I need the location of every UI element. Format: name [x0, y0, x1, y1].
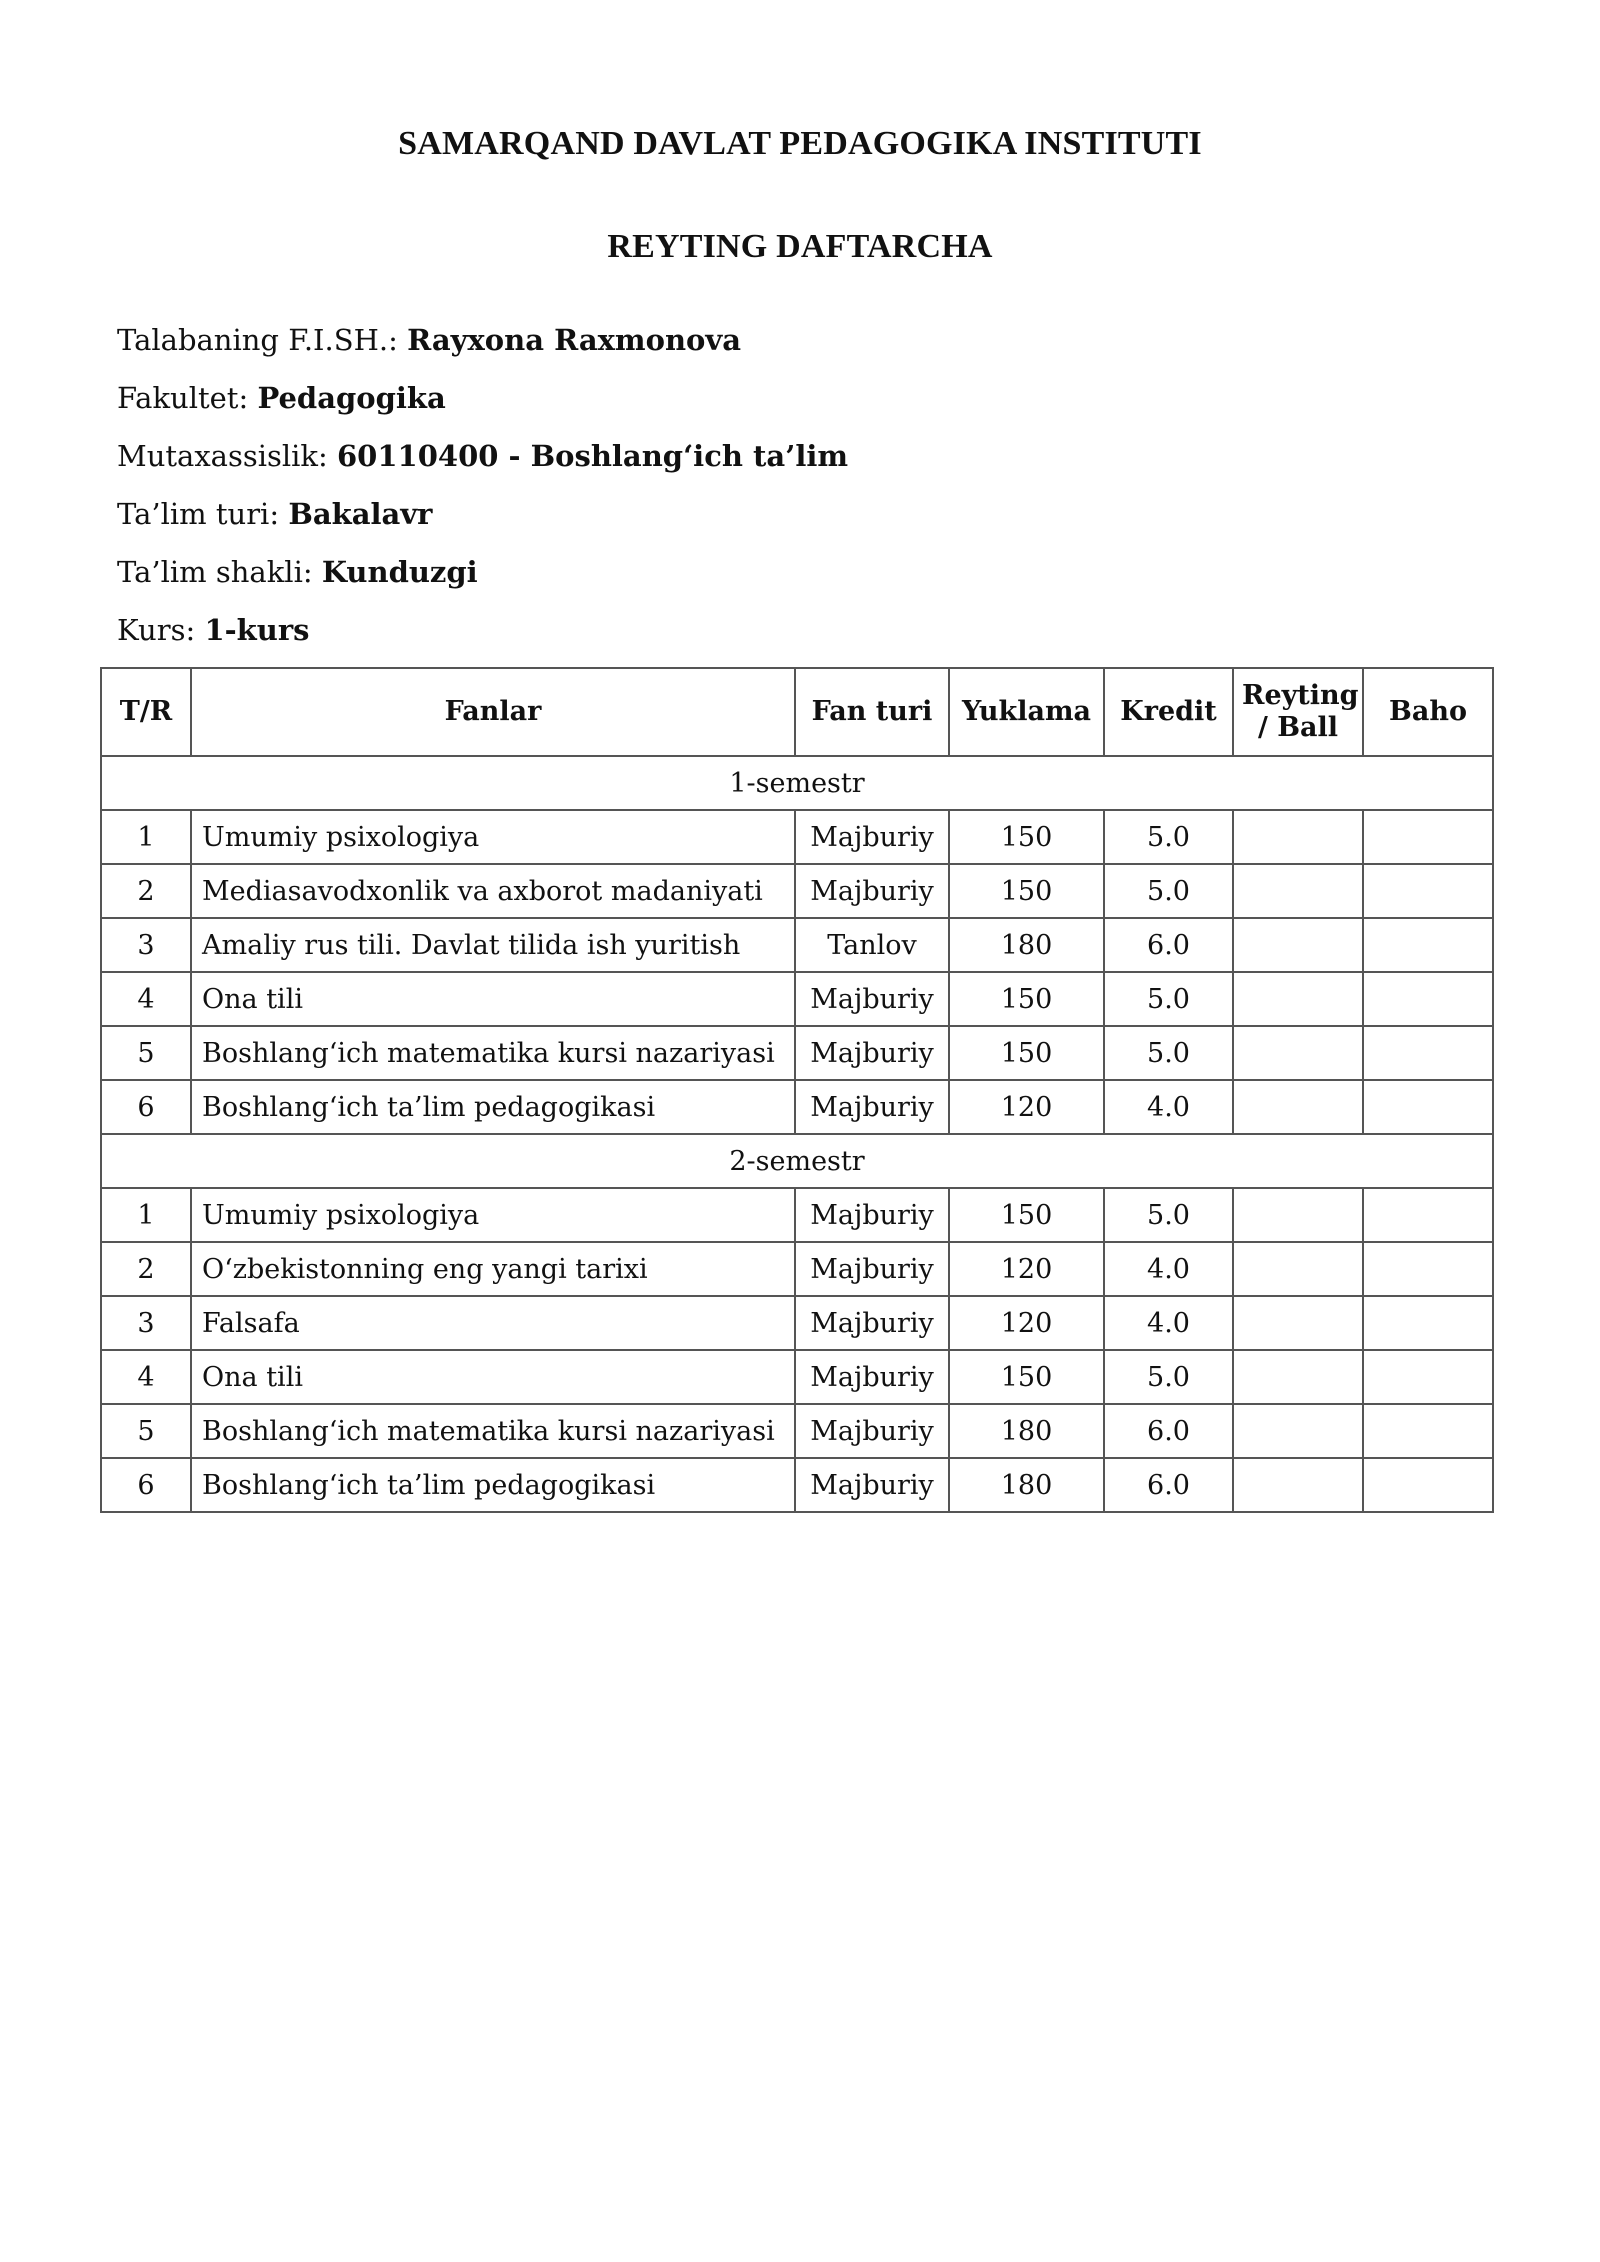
- cell-type: Majburiy: [795, 1296, 949, 1350]
- table-row: [101, 864, 1493, 918]
- table-row: [101, 972, 1493, 1026]
- cell-load: 150: [949, 810, 1104, 864]
- header-grade: Baho: [1363, 668, 1493, 756]
- cell-rating: [1233, 1026, 1363, 1080]
- cell-load: 120: [949, 1296, 1104, 1350]
- semester-label: 1-semestr: [101, 756, 1493, 810]
- cell-rating: [1233, 864, 1363, 918]
- header-subject: Fanlar: [191, 668, 795, 756]
- student-name-label: Talabaning F.I.SH.:: [117, 323, 398, 357]
- cell-rating: [1233, 1188, 1363, 1242]
- cell-rating: [1233, 1296, 1363, 1350]
- course-line: [117, 610, 309, 650]
- edu-type-label: Ta’lim turi:: [117, 497, 280, 531]
- cell-subject: Ona tili: [191, 1350, 795, 1404]
- cell-subject: Umumiy psixologiya: [191, 810, 795, 864]
- cell-subject: O‘zbekistonning eng yangi tarixi: [191, 1242, 795, 1296]
- cell-rating: [1233, 918, 1363, 972]
- cell-load: 180: [949, 1404, 1104, 1458]
- cell-type: Majburiy: [795, 864, 949, 918]
- semester-row: [101, 756, 1493, 810]
- cell-credit: 5.0: [1104, 1026, 1233, 1080]
- cell-grade: [1363, 864, 1493, 918]
- cell-subject: Amaliy rus tili. Davlat tilida ish yuritish: [191, 918, 795, 972]
- cell-credit: 5.0: [1104, 810, 1233, 864]
- cell-subject: Boshlang‘ich matematika kursi nazariyasi: [191, 1026, 795, 1080]
- table-header-row: [101, 668, 1493, 756]
- faculty-value: Pedagogika: [257, 381, 446, 415]
- cell-num: 3: [101, 1296, 191, 1350]
- cell-credit: 5.0: [1104, 972, 1233, 1026]
- cell-rating: [1233, 1350, 1363, 1404]
- course-label: Kurs:: [117, 613, 196, 647]
- cell-grade: [1363, 972, 1493, 1026]
- header-rating-line1: Reyting: [1242, 680, 1359, 711]
- cell-subject: Mediasavodxonlik va axborot madaniyati: [191, 864, 795, 918]
- cell-grade: [1363, 1026, 1493, 1080]
- cell-type: Majburiy: [795, 1026, 949, 1080]
- cell-grade: [1363, 1458, 1493, 1512]
- table-row: [101, 1080, 1493, 1134]
- cell-grade: [1363, 1404, 1493, 1458]
- header-type: Fan turi: [795, 668, 949, 756]
- cell-load: 150: [949, 1026, 1104, 1080]
- cell-num: 5: [101, 1026, 191, 1080]
- semester-label: 2-semestr: [101, 1134, 1493, 1188]
- specialty-line: [117, 436, 848, 476]
- cell-num: 6: [101, 1080, 191, 1134]
- cell-credit: 6.0: [1104, 918, 1233, 972]
- edu-type-line: [117, 494, 432, 534]
- cell-grade: [1363, 1188, 1493, 1242]
- cell-subject: Ona tili: [191, 972, 795, 1026]
- cell-rating: [1233, 972, 1363, 1026]
- header-credit: Kredit: [1104, 668, 1233, 756]
- document-title: REYTING DAFTARCHA: [607, 228, 993, 265]
- edu-form-line: [117, 552, 478, 592]
- cell-rating: [1233, 810, 1363, 864]
- cell-grade: [1363, 1080, 1493, 1134]
- cell-grade: [1363, 1242, 1493, 1296]
- table-row: [101, 1026, 1493, 1080]
- cell-grade: [1363, 810, 1493, 864]
- cell-credit: 5.0: [1104, 1188, 1233, 1242]
- cell-subject: Boshlang‘ich ta’lim pedagogikasi: [191, 1458, 795, 1512]
- header-rating-line2: / Ball: [1257, 712, 1339, 743]
- cell-credit: 6.0: [1104, 1404, 1233, 1458]
- grades-table: [100, 667, 1494, 1513]
- course-value: 1-kurs: [204, 613, 310, 647]
- student-name-value: Rayxona Raxmonova: [407, 323, 742, 357]
- cell-load: 120: [949, 1242, 1104, 1296]
- cell-num: 6: [101, 1458, 191, 1512]
- table-row: [101, 1296, 1493, 1350]
- cell-type: Majburiy: [795, 1080, 949, 1134]
- cell-num: 2: [101, 1242, 191, 1296]
- cell-num: 1: [101, 1188, 191, 1242]
- cell-num: 4: [101, 1350, 191, 1404]
- table-row: [101, 1242, 1493, 1296]
- cell-type: Majburiy: [795, 1458, 949, 1512]
- cell-credit: 4.0: [1104, 1080, 1233, 1134]
- cell-num: 4: [101, 972, 191, 1026]
- faculty-label: Fakultet:: [117, 381, 249, 415]
- cell-type: Majburiy: [795, 810, 949, 864]
- table-row: [101, 1458, 1493, 1512]
- cell-type: Majburiy: [795, 1404, 949, 1458]
- cell-load: 150: [949, 864, 1104, 918]
- cell-grade: [1363, 1350, 1493, 1404]
- cell-num: 3: [101, 918, 191, 972]
- grades-body: [101, 756, 1493, 1512]
- cell-grade: [1363, 1296, 1493, 1350]
- cell-type: Majburiy: [795, 1242, 949, 1296]
- cell-credit: 4.0: [1104, 1296, 1233, 1350]
- cell-subject: Boshlang‘ich matematika kursi nazariyasi: [191, 1404, 795, 1458]
- specialty-label: Mutaxassislik:: [117, 439, 328, 473]
- table-row: [101, 1188, 1493, 1242]
- header-rating: [1233, 668, 1363, 756]
- cell-grade: [1363, 918, 1493, 972]
- edu-type-value: Bakalavr: [288, 497, 433, 531]
- cell-type: Majburiy: [795, 972, 949, 1026]
- institute-title: SAMARQAND DAVLAT PEDAGOGIKA INSTITUTI: [398, 125, 1202, 162]
- cell-subject: Umumiy psixologiya: [191, 1188, 795, 1242]
- cell-rating: [1233, 1242, 1363, 1296]
- cell-credit: 6.0: [1104, 1458, 1233, 1512]
- cell-rating: [1233, 1080, 1363, 1134]
- specialty-value: 60110400 - Boshlang‘ich ta’lim: [337, 439, 849, 473]
- cell-load: 150: [949, 1350, 1104, 1404]
- cell-num: 5: [101, 1404, 191, 1458]
- semester-row: [101, 1134, 1493, 1188]
- table-row: [101, 810, 1493, 864]
- table-row: [101, 1350, 1493, 1404]
- header-num: T/R: [101, 668, 191, 756]
- faculty-line: [117, 378, 446, 418]
- cell-load: 180: [949, 1458, 1104, 1512]
- cell-load: 150: [949, 972, 1104, 1026]
- cell-rating: [1233, 1458, 1363, 1512]
- cell-credit: 5.0: [1104, 864, 1233, 918]
- cell-num: 2: [101, 864, 191, 918]
- table-row: [101, 1404, 1493, 1458]
- edu-form-label: Ta’lim shakli:: [117, 555, 313, 589]
- cell-type: Majburiy: [795, 1188, 949, 1242]
- cell-rating: [1233, 1404, 1363, 1458]
- header-load: Yuklama: [949, 668, 1104, 756]
- cell-load: 120: [949, 1080, 1104, 1134]
- cell-credit: 4.0: [1104, 1242, 1233, 1296]
- cell-credit: 5.0: [1104, 1350, 1233, 1404]
- cell-num: 1: [101, 810, 191, 864]
- cell-load: 180: [949, 918, 1104, 972]
- cell-subject: Falsafa: [191, 1296, 795, 1350]
- edu-form-value: Kunduzgi: [321, 555, 478, 589]
- cell-subject: Boshlang‘ich ta’lim pedagogikasi: [191, 1080, 795, 1134]
- table-row: [101, 918, 1493, 972]
- student-name-line: [117, 320, 741, 360]
- cell-type: Tanlov: [795, 918, 949, 972]
- cell-type: Majburiy: [795, 1350, 949, 1404]
- cell-load: 150: [949, 1188, 1104, 1242]
